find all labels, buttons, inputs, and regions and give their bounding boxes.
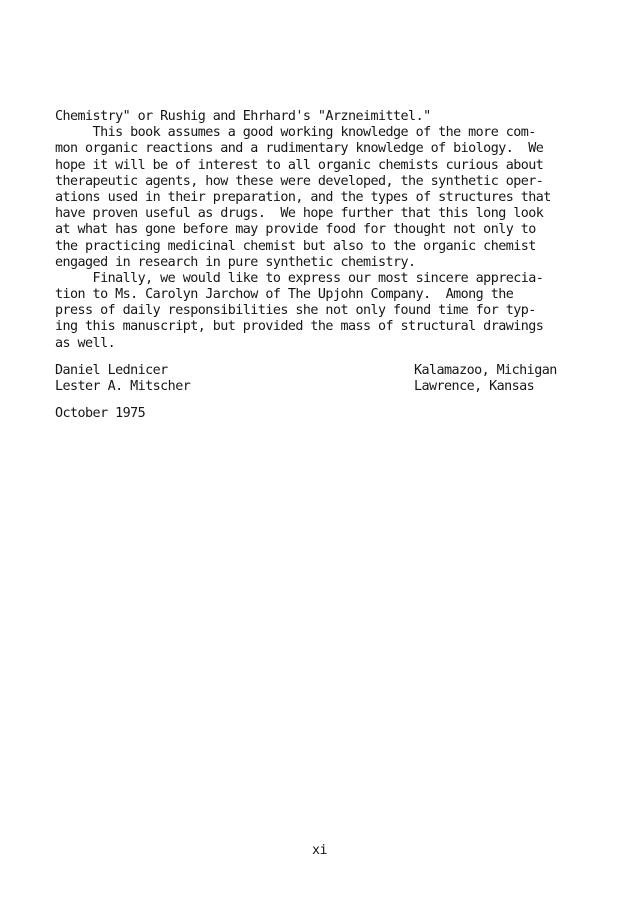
preface-line: hope it will be of interest to all organic chemists curious about [55, 157, 544, 173]
preface-line: ations used in their preparation, and the types of structures that [55, 189, 551, 205]
preface-line: Finally, we would like to express our most sincere apprecia- [55, 270, 544, 286]
preface-line: ing this manuscript, but provided the mass of structural drawings [55, 319, 544, 335]
preface-line: have proven useful as drugs. We hope further that this long look [55, 206, 544, 222]
preface-line: as well. [55, 335, 116, 351]
page-number: xi [311, 843, 328, 858]
section-gap [55, 352, 615, 363]
preface-line: This book assumes a good working knowledge of the more com- [55, 125, 536, 141]
preface-date: October 1975 [55, 406, 146, 422]
author-location: Lawrence, Kansas [414, 379, 535, 394]
preface-line: therapeutic agents, how these were developed, the synthetic oper- [55, 173, 544, 189]
preface-line: press of daily responsibilities she not only found time for typ- [55, 303, 536, 319]
author-name: Lester A. Mitscher [55, 379, 191, 394]
preface-line: mon organic reactions and a rudimentary knowledge of biology. We [55, 141, 544, 157]
signature-row [55, 379, 615, 395]
preface-line: the practicing medicinal chemist but also to the organic chemist [55, 238, 536, 254]
preface-line: Chemistry" or Rushig and Ehrhard's "Arzneimittel." [55, 109, 431, 124]
preface-body [55, 109, 615, 422]
author-name: Daniel Lednicer [55, 362, 168, 378]
section-gap [55, 395, 615, 406]
preface-line: tion to Ms. Carolyn Jarchow of The Upjohn Company. Among the [55, 287, 514, 303]
signature-row [55, 363, 615, 379]
preface-line: at what has gone before may provide food for thought not only to [55, 222, 536, 238]
author-location: Kalamazoo, Michigan [414, 362, 557, 378]
preface-line: engaged in research in pure synthetic chemistry. [55, 254, 416, 270]
